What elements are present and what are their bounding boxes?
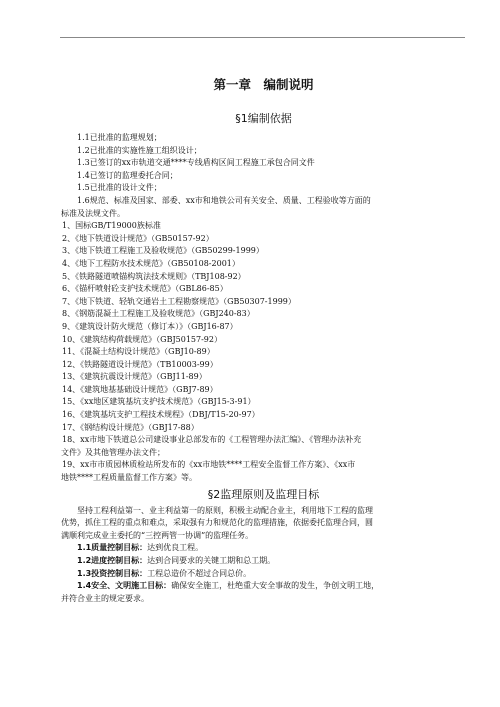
basis-item: 1.2已批准的实施性施工组织设计； [77,145,202,155]
goal-text: 确保安全施工，杜绝重大安全事故的发生，争创文明工地， [171,581,380,591]
principle-paragraph-cont: 优势，抓住工程的重点和难点，采取强有力和规范化的监理措施，依据委托监理合同，圆 [61,518,373,528]
goal-investment [61,568,466,581]
section1-body [61,132,466,485]
basis-item: 1.4已签订的监理委托合同； [77,170,178,180]
goal-label: 1.1质量控制目标： [77,543,148,553]
section1-title: §1编制依据 [235,112,292,125]
header-rule [60,37,465,38]
goal-label: 1.2进度控制目标： [77,556,148,565]
goal-schedule [61,555,466,568]
standard-item: 14、《建筑地基基础设计规范》（GBJ7-89） [62,384,218,394]
standard-item: 7、《地下铁道、轻轨交通岩土工程勘察规范》（GB50307-1999） [62,296,296,306]
basis-item: 1.3已签订的xx市轨道交通****专线盾构区间工程施工承包合同文件 [77,158,315,168]
goal-label: 1.3投资控制目标： [77,568,148,578]
standard-item: 12、《铁路隧道设计规范》（TB10003-99） [62,359,218,369]
goal-text: 工程总造价不超过合同总价。 [147,568,252,578]
standard-item: 11、《混凝土结构设计规范》（GBJ10-89） [62,347,215,357]
principle-paragraph: 坚持工程利益第一、业主利益第一的原则，积极主动配合业主，利用地下工程的监理 [77,505,373,515]
principle-paragraph-cont: 满顺利完成业主委托的“三控两管一协调”的监理任务。 [61,530,254,540]
section2-body [61,505,466,543]
standard-item-18-cont: 文件》及其他管理办法文件； [61,447,165,457]
goal-text: 达到合同要求的关键工期和总工期。 [147,556,276,565]
basis-item-1-6: 1.6规范、标准及国家、部委、xx市和地铁公司有关安全、质量、工程验收等方面的 [77,195,371,205]
standard-item: 3、《地下铁道工程施工及验收规范》（GB50299-1999） [62,246,264,256]
standard-item: 17、《钢结构设计规范》（GBJ17-88） [62,422,199,432]
goal-label: 1.4安全、文明施工目标： [77,581,172,591]
goal-quality [61,542,466,555]
standard-item: 10、《建筑结构荷载规范》（GBJ50157-92） [62,334,222,344]
basis-item: 1.1已批准的监理规划； [77,133,162,142]
section2-title: §2监理原则及监理目标 [207,487,320,501]
goal-safety [61,580,466,593]
standard-item-18: 18、xx市地下铁道总公司建设事业总部发布的《工程管理办法汇编》、《管理办法补充 [62,435,362,445]
standard-item: 5、《铁路隧道喷锚构筑法技术规则》（TBJ108-92） [62,271,246,281]
basis-item-1-6-cont: 标准及法规文件。 [61,208,125,218]
goal-safety-cont: 并符合业主的规定要求。 [61,593,149,603]
chapter-title: 第一章 编制说明 [213,77,314,92]
standard-item: 1、国标GB/T19000族标准 [62,221,161,231]
standard-item-19-cont: 地铁****工程质量监督工作方案》等。 [61,473,197,483]
standard-item: 15、《xx地区建筑基坑支护技术规范》（GBJ15-3-91） [62,397,256,407]
standard-item: 13、《建筑抗震设计规范》（GBJ11-89） [62,372,207,382]
standard-item: 6、《锚杆喷射砼支护技术规范》（GBL86-85） [62,284,228,294]
standard-item-19: 19、xx市市质园林质检站所发布的《xx市地铁****工程安全监督工作方案》、《xx市 [62,460,356,470]
goal-text: 达到优良工程。 [147,543,204,553]
standard-item: 16、《建筑基坑支护工程技术规程》（DBJ/T15-20-97） [62,410,260,420]
goals-list [61,542,466,605]
standard-item: 2、《地下铁道设计规范》（GB50157-92） [62,233,214,243]
standard-item: 8、《钢筋混凝土工程施工及验收规范》（GBJ240-83） [62,309,255,319]
standard-item: 4、《地下工程防水技术规范》（GB50108-2001） [62,258,240,268]
document-page [61,72,466,605]
basis-item: 1.5已批准的设计文件； [77,183,162,193]
standard-item: 9、《建筑设计防火规范（修订本）》（GBJ16-87） [62,321,238,331]
